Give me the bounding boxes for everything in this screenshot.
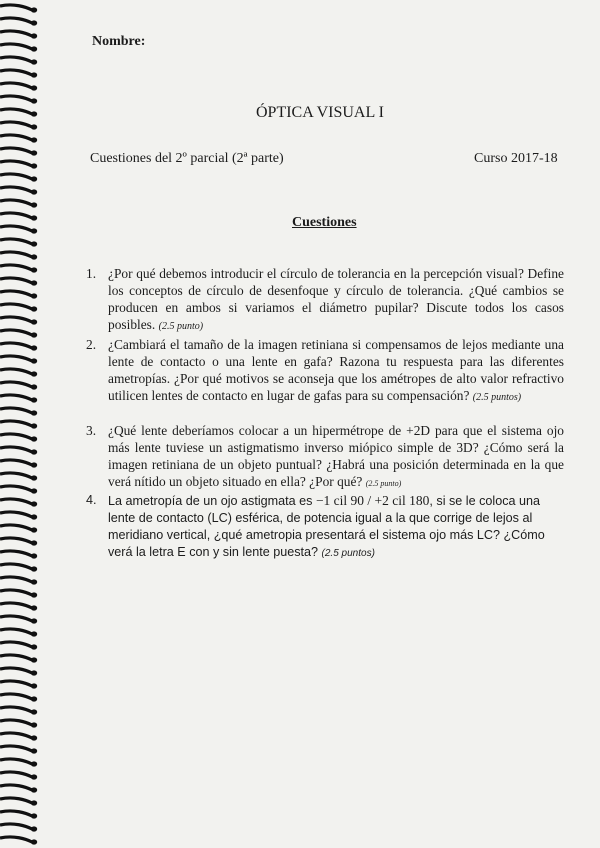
- question-text: ¿Cambiará el tamaño de la imagen retiniana si compensamos de lejos mediante una lente de contacto o una lente en gafa? Razona tu respuesta para las diferentes ametropías. ¿Por qué motivos se aconseja que los amétropes de alto valor refractivo utilicen lentes de contacto en lugar de gafas para su compensación?: [108, 337, 564, 403]
- question-4: [86, 492, 564, 562]
- question-text: ¿Por qué debemos introducir el círculo de tolerancia en la percepción visual? Define los conceptos de círculo de desenfoque y círculo de tolerancia. ¿Qué cambios se producen en ambos si variamos el diámetro pupilar? Discute todos los casos posibles.: [108, 266, 564, 332]
- page-title: ÓPTICA VISUAL I: [255, 104, 384, 121]
- question-text-continued: , si se le coloca una lente de contacto (LC) esférica, de potencia igual a la que corrige de lejos al meridiano vertical, ¿qué ametropia presentará el sistema ojo más LC? ¿Cómo verá la letra E con y sin lente puesta?: [108, 494, 545, 559]
- question-points: (2.5 punto): [365, 479, 402, 488]
- question-2: [86, 336, 564, 406]
- question-number: 4.: [86, 493, 97, 507]
- question-number: 3.: [86, 423, 97, 438]
- question-3: [86, 422, 564, 492]
- section-heading: Cuestiones: [292, 215, 357, 230]
- question-number: 1.: [86, 266, 97, 281]
- question-text: ¿Qué lente deberíamos colocar a un hipermétrope de +2D para que el sistema ojo más lente tuviese un astigmatismo inverso miópico simple de 3D? ¿Cómo será la imagen retiniana de un objeto puntual? ¿Habrá una posición determinada en la que verá nítido un objeto situado en ella? ¿Por qué?: [108, 423, 564, 489]
- question-number: 2.: [86, 337, 97, 352]
- question-points: (2.5 puntos): [321, 548, 375, 559]
- question-points: (2.5 punto): [158, 321, 204, 332]
- question-points: (2.5 puntos): [472, 392, 522, 403]
- course-year: Curso 2017-18: [474, 151, 558, 166]
- question-1: [86, 265, 564, 335]
- astigmatism-formula: −1 cil 90 / +2 cil 180: [315, 493, 430, 508]
- question-text: La ametropía de un ojo astigmata es: [108, 494, 313, 508]
- exam-subtitle: Cuestiones del 2º parcial (2ª parte): [90, 151, 284, 166]
- name-label: Nombre:: [92, 34, 146, 49]
